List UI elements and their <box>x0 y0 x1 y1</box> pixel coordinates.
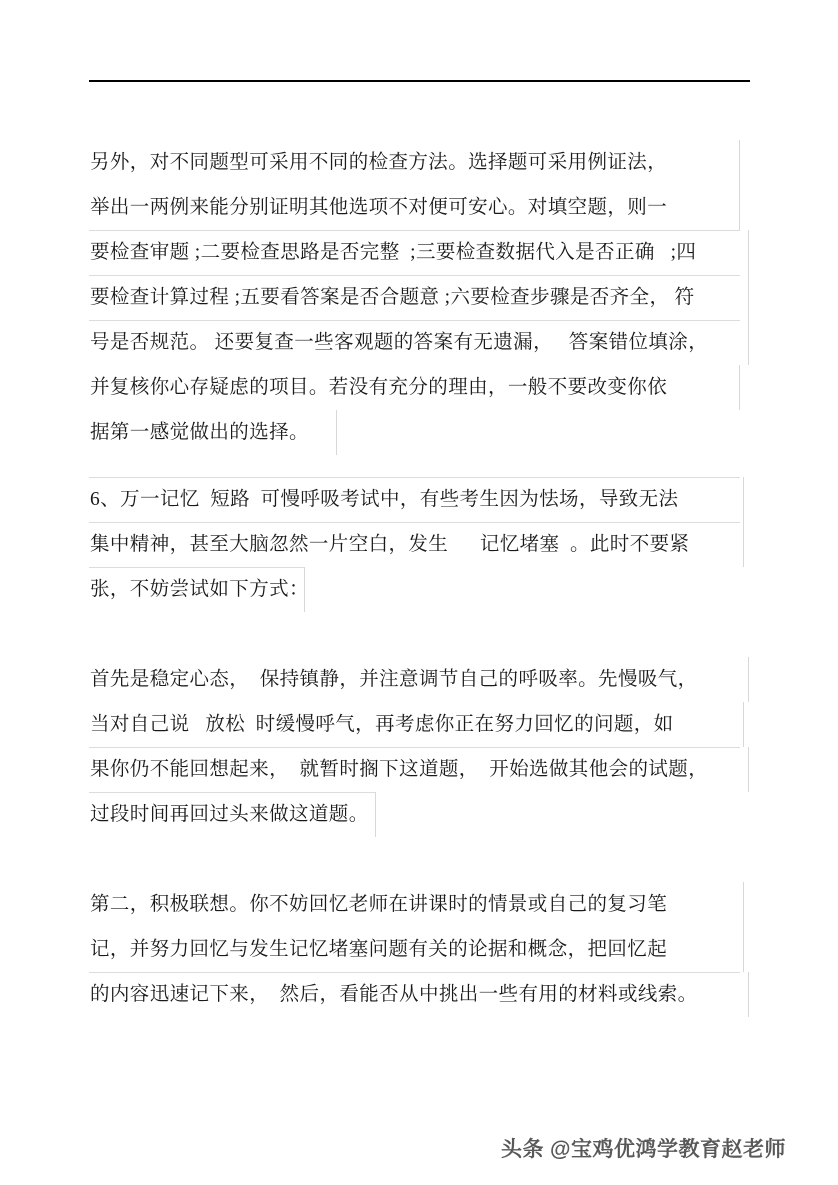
text-line-cell <box>89 230 749 275</box>
paragraph-gap <box>89 837 749 882</box>
text-line <box>89 275 749 320</box>
text-line-cell <box>89 275 749 320</box>
text-line <box>89 657 749 702</box>
paragraph-gap <box>89 612 749 657</box>
text-line-content: 号是否规范。 还要复查一些客观题的答案有无遗漏， 答案错位填涂， <box>90 331 709 353</box>
text-line <box>89 702 749 747</box>
text-line <box>89 882 749 927</box>
text-line <box>89 185 749 230</box>
text-line <box>89 972 749 1017</box>
text-line-cell <box>89 972 749 1017</box>
text-line-cell <box>89 320 749 365</box>
text-line <box>89 792 749 837</box>
header-divider <box>89 80 750 82</box>
text-line-cell <box>89 657 749 702</box>
document-body <box>89 140 749 1017</box>
text-line-content: 的内容迅速记下来， 然后，看能否从中挑出一些有用的材料或线索。 <box>90 983 698 1005</box>
text-line-content: 要检查计算过程 ;五要看答案是否合题意 ;六要检查步骤是否齐全， 符 <box>90 286 695 308</box>
paragraph-block <box>89 657 749 837</box>
text-line <box>89 567 749 612</box>
text-line <box>89 747 749 792</box>
text-line-content: 果你仍不能回想起来， 就暂时搁下这道题， 开始选做其他会的试题， <box>90 758 709 780</box>
text-line-content: 并复核你心存疑虑的项目。若没有充分的理由，一般不要改变你依 <box>90 376 668 398</box>
paragraph-block <box>89 477 749 612</box>
text-line-cell <box>89 522 744 567</box>
text-line-cell <box>89 927 744 972</box>
text-line-cell <box>89 410 337 455</box>
text-line-content: 据第一感觉做出的选择。 <box>90 421 309 443</box>
text-line <box>89 927 749 972</box>
text-line <box>89 522 749 567</box>
text-line-cell <box>89 702 744 747</box>
text-line <box>89 477 749 522</box>
text-line-content: 张，不妨尝试如下方式： <box>90 578 309 600</box>
text-line-content: 过段时间再回过头来做这道题。 <box>90 803 369 825</box>
text-line-content: 要检查审题 ;二要检查思路是否完整 ;三要检查数据代入是否正确 ;四 <box>90 241 697 263</box>
text-line <box>89 410 749 455</box>
text-line-content: 举出一两例来能分别证明其他选项不对便可安心。对填空题，则一 <box>90 196 668 218</box>
text-line <box>89 320 749 365</box>
text-line-cell <box>89 365 740 410</box>
text-line-content: 另外，对不同题型可采用不同的检查方法。选择题可采用例证法， <box>90 151 668 173</box>
text-line-cell <box>89 567 309 612</box>
text-line-content: 集中精神，甚至大脑忽然一片空白，发生 记忆堵塞 。此时不要紧 <box>90 533 690 555</box>
watermark-brand: 头条 <box>501 1138 545 1161</box>
text-line-cell <box>89 882 744 927</box>
text-line <box>89 140 749 185</box>
text-line <box>89 365 749 410</box>
text-line-content: 当对自己说 放松 时缓慢呼气，再考虑你正在努力回忆的问题，如 <box>90 713 674 735</box>
text-line <box>89 230 749 275</box>
watermark-handle: @宝鸡优鸿学教育赵老师 <box>550 1138 786 1161</box>
text-line-cell <box>89 140 740 185</box>
text-line-content: 首先是稳定心态， 保持镇静，并注意调节自己的呼吸率。先慢吸气， <box>90 668 698 690</box>
footer-watermark <box>501 1133 786 1163</box>
paragraph-block <box>89 140 749 455</box>
text-line-cell <box>89 477 744 522</box>
paragraph-gap <box>89 455 749 477</box>
text-line-content: 第二，积极联想。你不妨回忆老师在讲课时的情景或自己的复习笔 <box>90 893 668 915</box>
text-line-cell <box>89 747 749 792</box>
text-line-content: 记，并努力回忆与发生记忆堵塞问题有关的论据和概念，把回忆起 <box>90 938 668 960</box>
paragraph-block <box>89 882 749 1017</box>
text-line-cell <box>89 185 740 230</box>
text-line-content: 6、万一记忆 短路 可慢呼吸考试中，有些考生因为怯场，导致无法 <box>90 488 679 510</box>
text-line-cell <box>89 792 376 837</box>
